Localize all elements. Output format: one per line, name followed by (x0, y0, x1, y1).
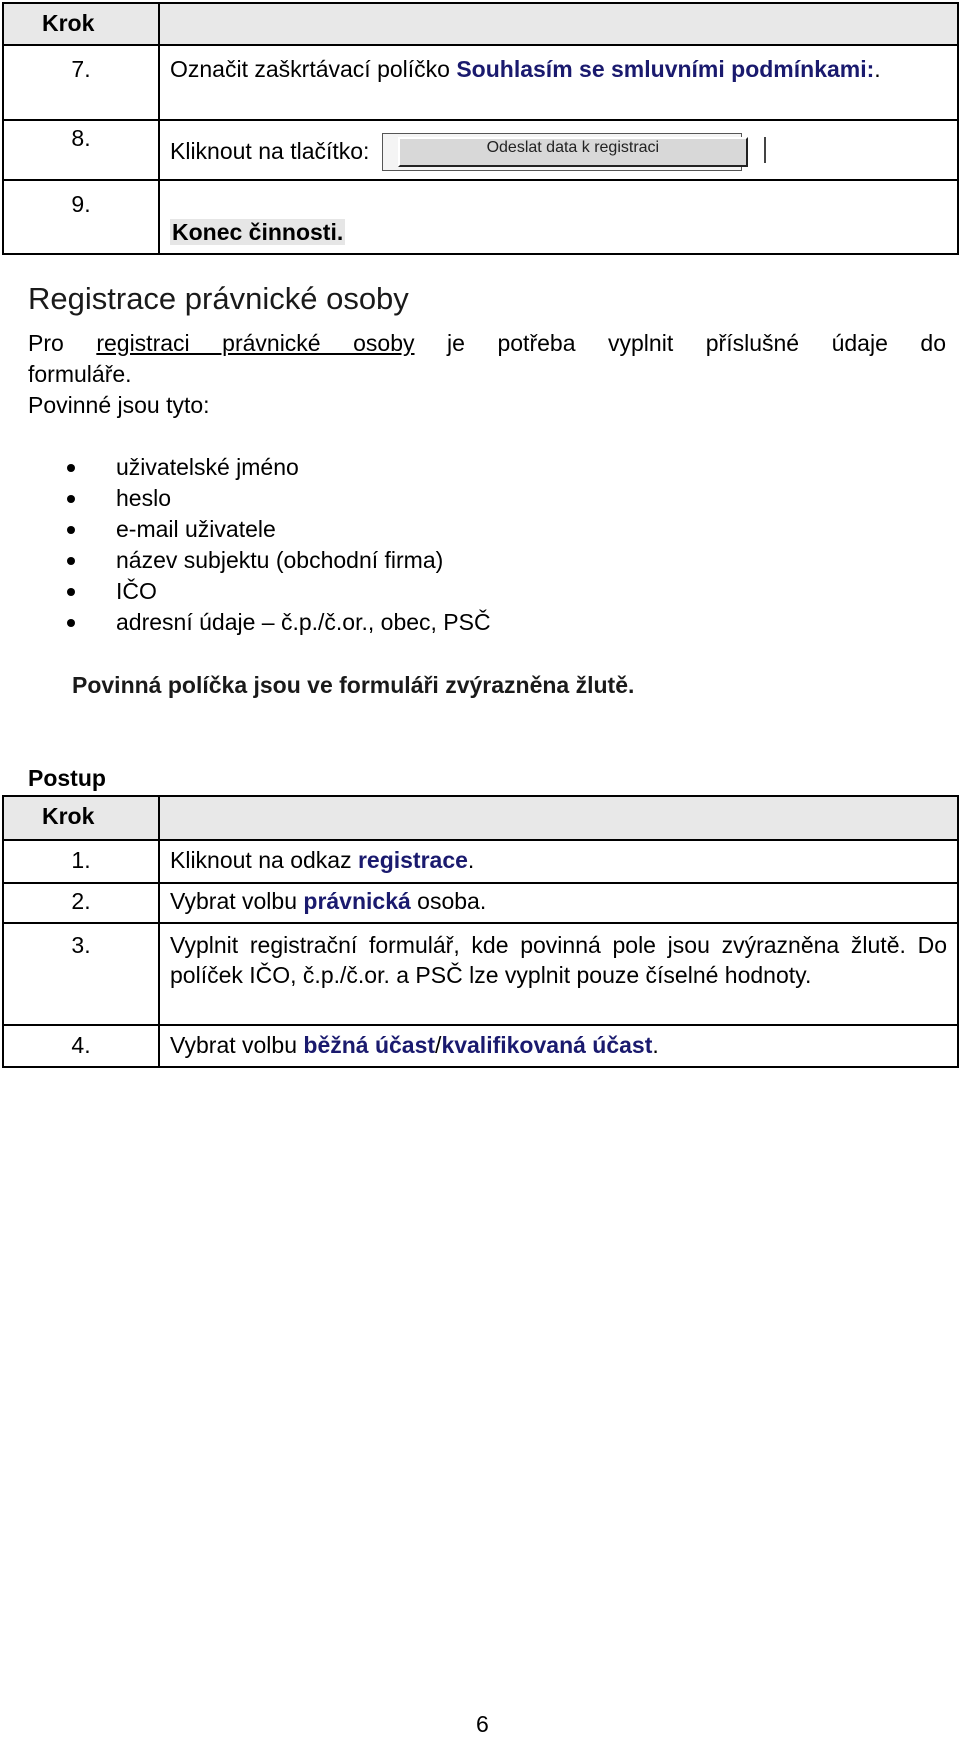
end-of-activity: Konec činnosti. (172, 219, 344, 245)
table-header-row (3, 796, 958, 840)
table-row (3, 1025, 958, 1067)
header-empty (159, 3, 958, 45)
step-text (159, 120, 958, 180)
table-header-row (3, 3, 958, 45)
step-number: 3. (3, 923, 159, 1025)
list-item: adresní údaje – č.p./č.or., obec, PSČ (60, 607, 491, 638)
intro-paragraph (28, 328, 946, 390)
list-item: uživatelské jméno (60, 452, 491, 483)
list-item: IČO (60, 576, 491, 607)
link-registrace: registrace (357, 847, 468, 873)
option-kvalifikovana-ucast: kvalifikovaná účast (441, 1032, 653, 1058)
step-text-part: Vybrat volbu (170, 1032, 304, 1058)
list-item: heslo (60, 483, 491, 514)
step-number: 8. (3, 120, 159, 180)
step-text (159, 1025, 958, 1067)
step-text (159, 883, 958, 923)
step-number: 4. (3, 1025, 159, 1067)
option-pravnicka: právnická (303, 888, 411, 914)
header-krok: Krok (3, 796, 159, 840)
required-note: Povinná políčka jsou ve formuláři zvýrazněna žlutě. (72, 672, 635, 698)
list-item: e-mail uživatele (60, 514, 491, 545)
submit-registration-button: Odeslat data k registraci (398, 137, 748, 167)
table-row (3, 840, 958, 883)
table-row (3, 883, 958, 923)
list-item: název subjektu (obchodní firma) (60, 545, 491, 576)
required-fields-list (60, 452, 491, 638)
table-row (3, 120, 958, 180)
postup-heading: Postup (28, 765, 106, 791)
page-number: 6 (476, 1711, 489, 1737)
step-text-part: . (652, 1032, 659, 1058)
intro-line-2: formuláře. (28, 361, 132, 387)
step-text-part: . (874, 56, 881, 82)
step-text-part: . (467, 847, 475, 873)
step-number: 2. (3, 883, 159, 923)
step-text (159, 840, 958, 883)
table-row (3, 180, 958, 254)
submit-button-image (382, 133, 742, 173)
step-text-part: Kliknout na tlačítko: (170, 138, 370, 165)
intro-rest: je potřeba vyplnit příslušné údaje do (414, 330, 946, 356)
header-krok: Krok (3, 3, 159, 45)
step-number: 7. (3, 45, 159, 120)
step-text: Vyplnit registrační formulář, kde povinná pole jsou zvýrazněna žlutě. Do políček IČO, č.p./č.or. a PSČ lze vyplnit pouze číselné hodnoty. (159, 923, 958, 1025)
header-empty (159, 796, 958, 840)
table-row (3, 923, 958, 1025)
step-number: 1. (3, 840, 159, 883)
step-text (159, 45, 958, 120)
steps-table-top (2, 2, 959, 255)
step-text-part: Označit zaškrtávací políčko (170, 56, 457, 82)
intro-prefix: Pro (28, 330, 97, 356)
cursor-bar-icon (764, 137, 766, 163)
option-bezna-ucast: běžná účast (303, 1032, 436, 1058)
step-text-part: / (435, 1032, 442, 1058)
checkbox-name: Souhlasím se smluvními podmínkami: (456, 56, 875, 82)
step-text (159, 180, 958, 254)
section-title: Registrace právnické osoby (28, 281, 409, 316)
table-row (3, 45, 958, 120)
step-text-part: Kliknout na odkaz (170, 847, 358, 873)
step-text-part: osoba. (410, 888, 487, 914)
steps-table-bottom (2, 795, 959, 1068)
step-text-part: Vybrat volbu (170, 888, 304, 914)
step-number: 9. (3, 180, 159, 254)
registration-link-text: registraci právnické osoby (96, 330, 415, 356)
intro-line-1 (28, 328, 946, 359)
required-intro: Povinné jsou tyto: (28, 392, 210, 418)
